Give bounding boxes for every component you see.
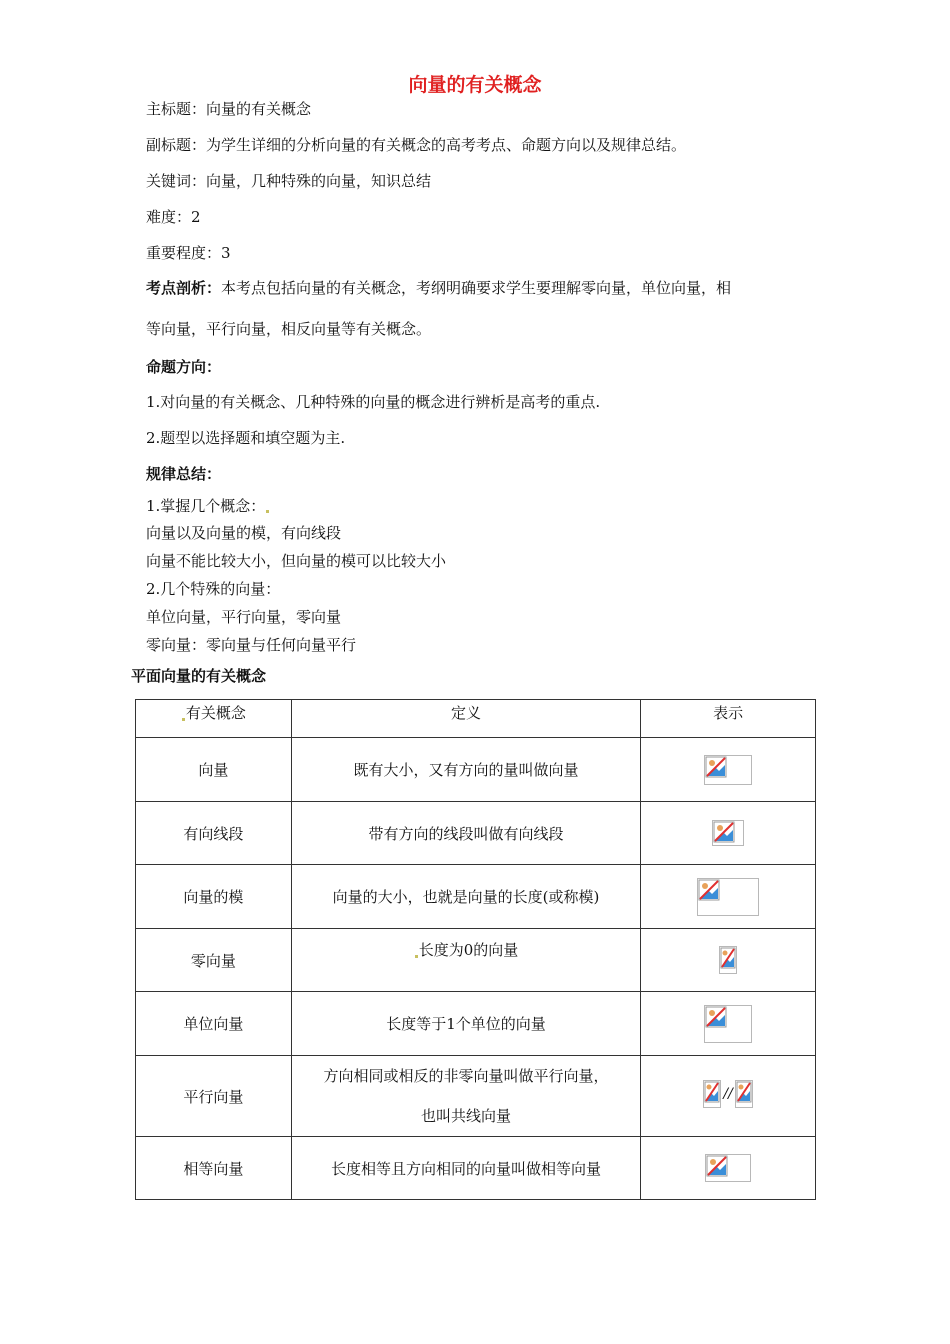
table-header-row	[136, 700, 816, 738]
parallel-vectors-figure	[703, 1080, 752, 1108]
broken-image-icon	[704, 1005, 752, 1043]
representation-cell	[641, 1056, 816, 1137]
summary-line: 单位向量，平行向量，零向量	[146, 608, 342, 626]
analysis-text-2: 等向量，平行向量，相反向量等有关概念。	[146, 320, 432, 338]
table-row	[136, 1137, 816, 1200]
representation-cell	[641, 1137, 816, 1200]
definition-cell: 长度相等且方向相同的向量叫做相等向量	[291, 1137, 640, 1200]
table-row	[136, 992, 816, 1056]
importance-line: 重要程度：3	[146, 244, 231, 262]
broken-image-icon	[705, 1154, 751, 1182]
representation-cell	[641, 992, 816, 1056]
table-row	[136, 929, 816, 992]
direction-heading: 命题方向：	[146, 358, 222, 376]
definition-cell: 向量的大小，也就是向量的长度(或称模)	[291, 865, 640, 929]
stray-dot-icon	[415, 955, 418, 958]
definition-cell: 既有大小，又有方向的量叫做向量	[291, 738, 640, 802]
concept-cell: 单位向量	[136, 992, 292, 1056]
definition-cell: 带有方向的线段叫做有向线段	[291, 802, 640, 865]
analysis-paragraph	[146, 279, 731, 297]
summary-line: 向量不能比较大小，但向量的模可以比较大小	[146, 552, 447, 570]
analysis-text-1: 本考点包括向量的有关概念，考纲明确要求学生要理解零向量，单位向量，相	[221, 279, 732, 297]
table-title: 平面向量的有关概念	[131, 667, 267, 685]
concept-cell: 相等向量	[136, 1137, 292, 1200]
main-title-line: 主标题：向量的有关概念	[146, 100, 312, 118]
broken-image-icon	[712, 820, 744, 846]
concept-cell: 向量的模	[136, 865, 292, 929]
header-representation: 表示	[641, 700, 816, 738]
summary-line: 2.几个特殊的向量：	[146, 580, 281, 598]
representation-cell	[641, 865, 816, 929]
definition-cell: 长度等于1个单位的向量	[291, 992, 640, 1056]
direction-item: 2.题型以选择题和填空题为主.	[146, 429, 346, 447]
concepts-table	[135, 699, 816, 1200]
representation-cell	[641, 929, 816, 992]
concept-cell: 平行向量	[136, 1056, 292, 1137]
table-row	[136, 738, 816, 802]
keywords-line: 关键词：向量，几种特殊的向量，知识总结	[146, 172, 432, 190]
definition-line: 也叫共线向量	[420, 1107, 511, 1125]
summary-line: 向量以及向量的模，有向线段	[146, 524, 342, 542]
definition-line: 方向相同或相反的非零向量叫做平行向量，	[323, 1067, 609, 1085]
stray-dot-icon	[182, 718, 185, 721]
direction-item: 1.对向量的有关概念、几种特殊的向量的概念进行辨析是高考的重点.	[146, 393, 601, 411]
stray-dot-icon	[266, 510, 269, 513]
parallel-symbol: //	[723, 1086, 733, 1102]
concept-cell: 向量	[136, 738, 292, 802]
summary-line	[146, 497, 270, 515]
definition-cell	[291, 1056, 640, 1137]
broken-image-icon	[719, 946, 737, 974]
summary-text: 1.掌握几个概念：	[146, 497, 266, 515]
broken-image-icon	[704, 755, 752, 785]
table-row	[136, 865, 816, 929]
document-title: 向量的有关概念	[408, 74, 542, 96]
header-concept: 有关概念	[136, 700, 292, 738]
concept-cell: 零向量	[136, 929, 292, 992]
summary-line: 零向量：零向量与任何向量平行	[146, 636, 357, 654]
definition-cell: 长度为0的向量	[291, 929, 640, 992]
representation-cell	[641, 738, 816, 802]
table-row	[136, 1056, 816, 1137]
table-row	[136, 802, 816, 865]
analysis-label: 考点剖析：	[146, 279, 222, 297]
representation-cell	[641, 802, 816, 865]
broken-image-icon	[703, 1080, 721, 1108]
broken-image-icon	[697, 878, 759, 916]
difficulty-line: 难度：2	[146, 208, 201, 226]
broken-image-icon	[735, 1080, 753, 1108]
concept-cell: 有向线段	[136, 802, 292, 865]
summary-heading: 规律总结：	[146, 465, 222, 483]
subtitle-line: 副标题：为学生详细的分析向量的有关概念的高考考点、命题方向以及规律总结。	[146, 136, 687, 154]
header-definition: 定义	[291, 700, 640, 738]
